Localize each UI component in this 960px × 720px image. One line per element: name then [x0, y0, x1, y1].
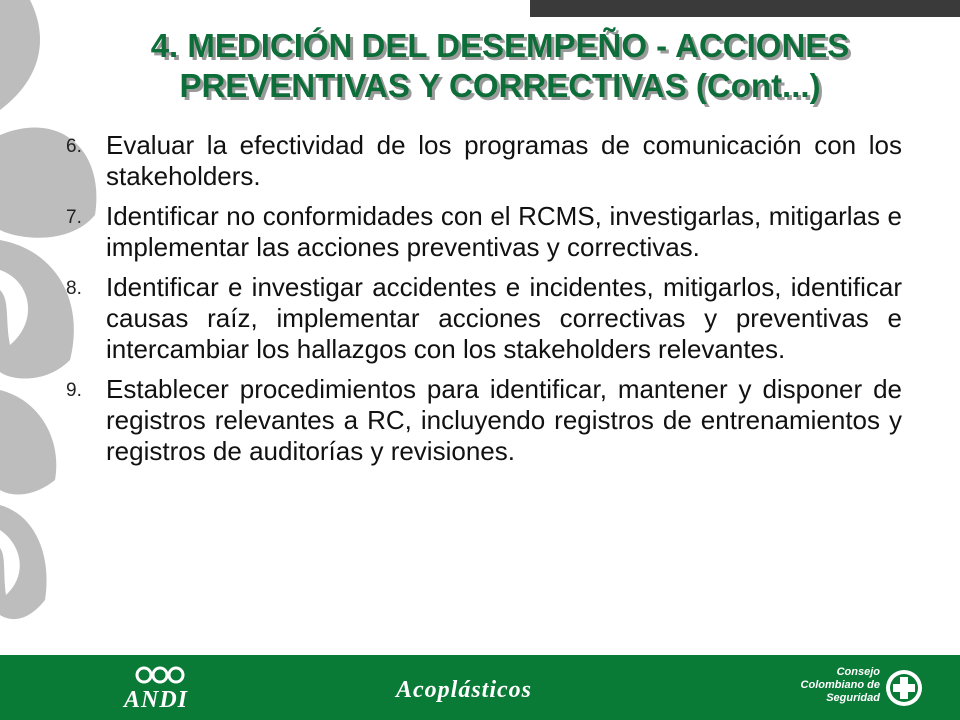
- list-item: [62, 201, 902, 263]
- andi-logo-text: ANDI: [124, 687, 189, 713]
- title-line-1: 4. MEDICIÓN DEL DESEMPEÑO - ACCIONES: [150, 27, 850, 64]
- top-corner-bar: [530, 0, 960, 17]
- title-line-2: PREVENTIVAS Y CORRECTIVAS (Cont...): [179, 67, 821, 104]
- item-text: Identificar no conformidades con el RCMS, investigarlas, mitigarlas e implementar las acciones preventivas y correctivas.: [106, 201, 902, 262]
- ccs-logo: [770, 663, 880, 715]
- ccs-line-2: Colombiano de: [800, 679, 880, 691]
- ccs-line-1: Consejo: [836, 666, 880, 678]
- item-number: 6.: [66, 136, 82, 157]
- item-text: Evaluar la efectividad de los programas de comunicación con los stakeholders.: [106, 130, 902, 191]
- andi-logo: [118, 663, 198, 715]
- list-item: [62, 130, 902, 192]
- list-item: [62, 272, 902, 365]
- list-item: [62, 374, 902, 467]
- slide-title: [80, 26, 920, 106]
- ccs-line-3: Seguridad: [826, 692, 880, 704]
- ccs-logo-text: [801, 666, 880, 705]
- acoplasticos-logo: Acoplásticos: [396, 677, 532, 703]
- item-text: Identificar e investigar accidentes e incidentes, mitigarlos, identificar causas raíz, implementar acciones correctivas y preventivas e intercambiar los hallazgos con los stakeholders relevantes.: [106, 272, 902, 364]
- green-cross-icon: [884, 668, 924, 708]
- item-number: 9.: [66, 380, 82, 401]
- item-number: 8.: [66, 278, 82, 299]
- action-list: [62, 130, 902, 476]
- andi-emblem-icon: [132, 663, 192, 687]
- footer-bar: [0, 655, 960, 720]
- item-text: Establecer procedimientos para identificar, mantener y disponer de registros relevantes a RC, incluyendo registros de entrenamientos y registros de auditorías y revisiones.: [106, 374, 902, 466]
- item-number: 7.: [66, 207, 82, 228]
